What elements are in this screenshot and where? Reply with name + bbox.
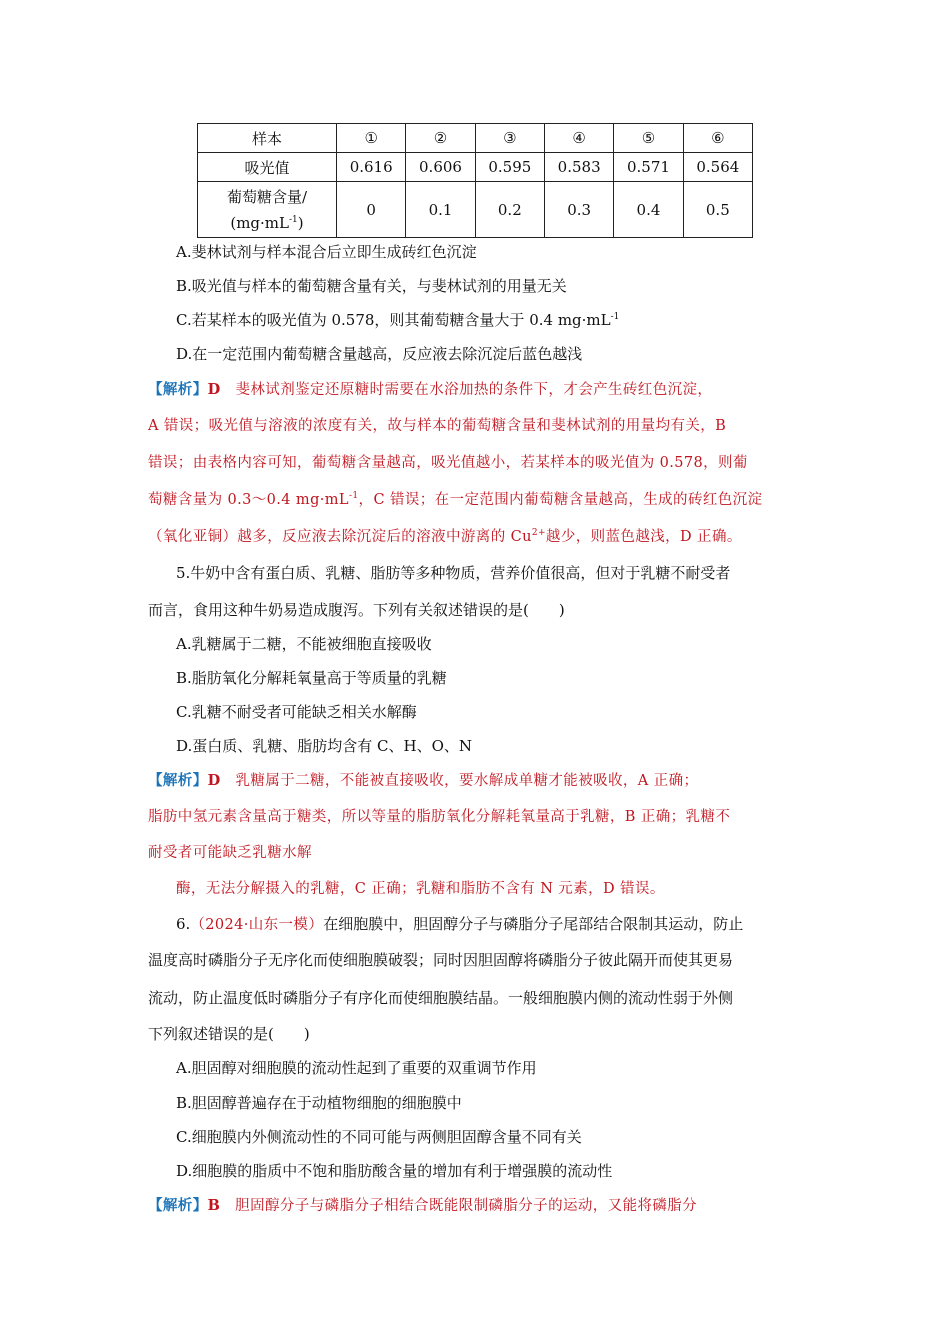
q6-option-c: C.细胞膜内外侧流动性的不同可能与两侧胆固醇含量不同有关 (176, 1128, 582, 1146)
analysis-tag: 【解析】 (148, 1197, 208, 1214)
analysis-tag: 【解析】 (148, 381, 208, 398)
q5-stem: 而言，食用这种牛奶易造成腹泻。下列有关叙述错误的是( ) (148, 601, 565, 619)
analysis-tag: 【解析】 (148, 772, 208, 789)
q6-stem: 流动，防止温度低时磷脂分子有序化而使细胞膜结晶。一般细胞膜内侧的流动性弱于外侧 (148, 989, 734, 1007)
table-cell: ③ (475, 124, 544, 153)
table-cell: 0.583 (544, 153, 613, 182)
table-cell: 0.3 (544, 182, 613, 238)
q5-analysis-line: 脂肪中氢元素含量高于糖类，所以等量的脂肪氧化分解耗氧量高于乳糖，B 正确；乳糖不 (148, 809, 731, 825)
table-cell: ② (406, 124, 475, 153)
q6-stem: 温度高时磷脂分子无序化而使细胞膜破裂；同时因胆固醇将磷脂分子彼此隔开而使其更易 (148, 951, 734, 969)
table-cell: 0.606 (406, 153, 475, 182)
analysis-answer: D (207, 772, 221, 789)
table-cell: ⑥ (683, 124, 752, 153)
table-row (198, 182, 753, 238)
q6-source: （2024·山东一模） (190, 917, 324, 933)
table-cell: 0 (337, 182, 406, 238)
q4-option-a: A.斐林试剂与样本混合后立即生成砖红色沉淀 (176, 243, 477, 261)
table-cell: 0.1 (406, 182, 475, 238)
q5-stem: 5.牛奶中含有蛋白质、乳糖、脂肪等多种物质，营养价值很高，但对于乳糖不耐受者 (176, 564, 731, 582)
analysis-answer: D (207, 381, 221, 398)
q4-analysis-line: 【解析】D 斐林试剂鉴定还原糖时需要在水浴加热的条件下，才会产生砖红色沉淀， (148, 381, 713, 398)
q4-option-c: C.若某样本的吸光值为 0.578，则其葡萄糖含量大于 0.4 $mg\cdot mL^{-1}$ (176, 311, 620, 329)
q5-option-b: B.脂肪氧化分解耗氧量高于等质量的乳糖 (176, 669, 447, 687)
q5-analysis-line: 酶，无法分解摄入的乳糖，C 正确；乳糖和脂肪不含有 N 元素，D 错误。 (176, 881, 665, 897)
table-cell: ④ (544, 124, 613, 153)
table-cell: 0.595 (475, 153, 544, 182)
q6-option-a: A.胆固醇对细胞膜的流动性起到了重要的双重调节作用 (176, 1059, 537, 1077)
q6-option-b: B.胆固醇普遍存在于动植物细胞的细胞膜中 (176, 1094, 462, 1112)
q6-stem: 下列叙述错误的是( ) (148, 1025, 310, 1043)
q5-option-d: D.蛋白质、乳糖、脂肪均含有 C、H、O、N (176, 737, 473, 755)
unit-label: 葡萄糖含量/ (226, 187, 308, 206)
table-row (198, 124, 753, 153)
table-cell: 样本 (198, 124, 337, 153)
q5-analysis-line: 【解析】D 乳糖属于二糖，不能被直接吸收，要水解成单糖才能被吸收，A 正确； (148, 772, 699, 789)
table-cell: ⑤ (614, 124, 683, 153)
q6-option-d: D.细胞膜的脂质中不饱和脂肪酸含量的增加有利于增强膜的流动性 (176, 1162, 613, 1180)
table-cell: 0.571 (614, 153, 683, 182)
q6-analysis-line: 【解析】B 胆固醇分子与磷脂分子相结合既能限制磷脂分子的运动，又能将磷脂分 (148, 1197, 698, 1214)
q4-analysis-line: 错误；由表格内容可知，葡萄糖含量越高，吸光值越小，若某样本的吸光值为 0.578，则葡 (148, 455, 748, 471)
q4-analysis-line: （氧化亚铜）越多，反应液去除沉淀后的溶液中游离的 $Cu^{2+}$越少，则蓝色越浅，D 正确。 (148, 528, 742, 545)
analysis-answer: B (207, 1197, 221, 1214)
table-cell: 0.5 (683, 182, 752, 238)
glucose-absorbance-table (197, 123, 753, 238)
q4-analysis-line: 萄糖含量为 0.3～0.4 $mg\cdot mL^{-1}$，C 错误；在一定范围内葡萄糖含量越高，生成的砖红色沉淀 (148, 491, 763, 508)
q6-stem: 6.（2024·山东一模）在细胞膜中，胆固醇分子与磷脂分子尾部结合限制其运动，防止 (176, 915, 744, 933)
table-cell: 0.4 (614, 182, 683, 238)
table-cell: 0.564 (683, 153, 752, 182)
table-cell: 吸光值 (198, 153, 337, 182)
q5-option-a: A.乳糖属于二糖，不能被细胞直接吸收 (176, 635, 432, 653)
table-cell: 0.616 (337, 153, 406, 182)
table-cell (198, 182, 337, 238)
q5-option-c: C.乳糖不耐受者可能缺乏相关水解酶 (176, 703, 417, 721)
table-row (198, 153, 753, 182)
table-cell: 0.2 (475, 182, 544, 238)
q4-option-d: D.在一定范围内葡萄糖含量越高，反应液去除沉淀后蓝色越浅 (176, 345, 583, 363)
q4-option-b: B.吸光值与样本的葡萄糖含量有关，与斐林试剂的用量无关 (176, 277, 567, 295)
unit-value: $(mg\cdot mL^{-1})$ (230, 213, 304, 232)
table-cell: ① (337, 124, 406, 153)
q4-analysis-line: A 错误；吸光值与溶液的浓度有关，故与样本的葡萄糖含量和斐林试剂的用量均有关，B (148, 418, 727, 434)
q5-analysis-line: 耐受者可能缺乏乳糖水解 (148, 845, 312, 861)
